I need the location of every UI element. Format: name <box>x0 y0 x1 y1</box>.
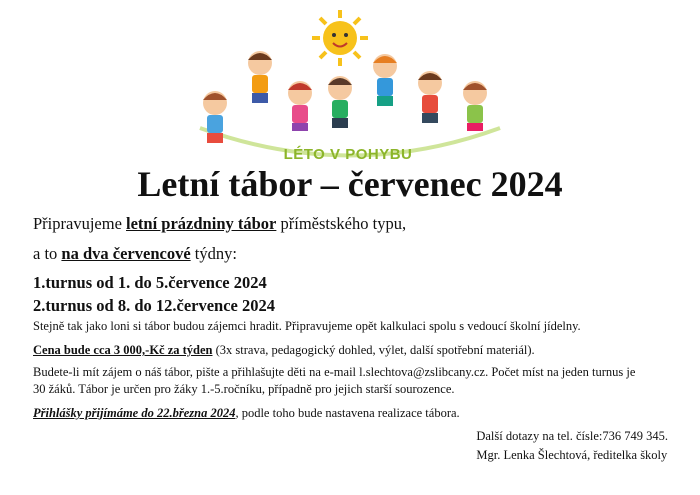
kids-illustration <box>180 8 520 168</box>
paragraph-deadline: Přihlášky přijímáme do 22.března 2024, podle toho bude nastavena realizace tábora. <box>33 406 460 420</box>
contact-block <box>476 427 668 465</box>
intro-line-1: Připravujeme letní prázdniny tábor příměstského typu, <box>33 214 407 233</box>
contact-phone: Další dotazy na tel. čísle:736 749 345. <box>476 429 668 443</box>
page-title: Letní tábor – červenec 2024 <box>137 164 563 204</box>
children-jumping-illustration <box>180 8 520 168</box>
turnus-2: 2.turnus od 8. do 12.července 2024 <box>33 296 275 315</box>
logo-text: LÉTO V POHYBU <box>283 146 413 163</box>
child-figure <box>418 71 442 123</box>
child-figure <box>373 54 397 106</box>
child-figure <box>463 81 487 131</box>
paragraph-price: Cena bude cca 3 000,-Kč za týden (3x strava, pedagogický dohled, výlet, další spotřební materiál). <box>33 343 535 357</box>
child-figure <box>328 76 352 128</box>
child-figure <box>248 51 272 103</box>
intro-line-2: a to na dva červencové týdny: <box>33 244 237 263</box>
paragraph-payment: Stejně tak jako loni si tábor budou zájemci hradit. Připravujeme opět kalkulaci spolu s vedoucí školní jídelny. <box>33 319 581 333</box>
contact-signature: Mgr. Lenka Šlechtová, ředitelka školy <box>476 448 668 462</box>
turnus-1: 1.turnus od 1. do 5.července 2024 <box>33 273 267 292</box>
paragraph-signup-2: 30 žáků. Tábor je určen pro žáky 1.-5.ročníku, případně pro jejich starší sourozence. <box>33 382 455 396</box>
paragraph-signup-1: Budete-li mít zájem o náš tábor, pište a přihlašujte děti na e-mail l.slechtova@zslibcany.cz. Počet míst na jeden turnus je <box>33 365 636 379</box>
child-figure <box>288 81 312 131</box>
sun-icon <box>312 10 368 66</box>
